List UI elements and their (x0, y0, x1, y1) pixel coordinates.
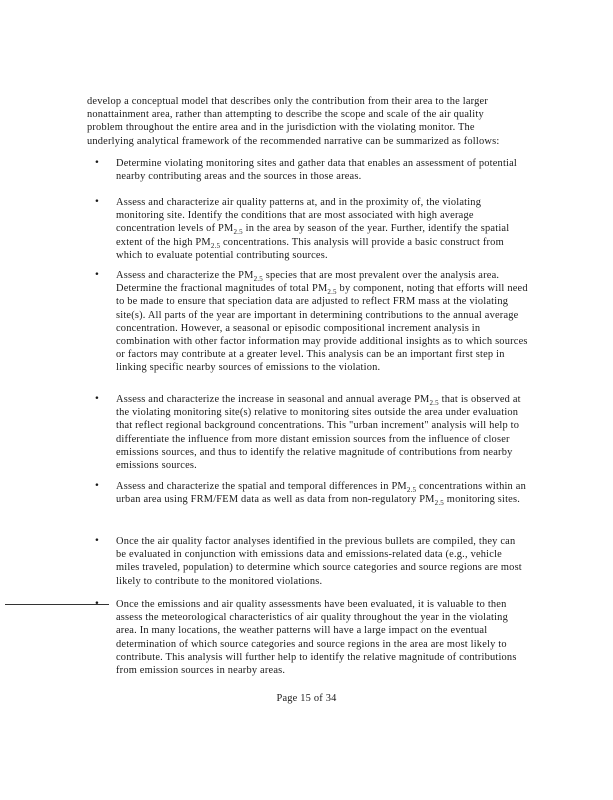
bullet-icon: • (94, 481, 100, 491)
bullet-icon: • (94, 197, 100, 207)
list-item (88, 269, 528, 375)
bullet-icon: • (94, 536, 100, 546)
bullet-text: Assess and characterize air quality patterns at, and in the proximity of, the violating monitoring site. Identify the conditions that are most associated with high average concentration levels of $PM_{2.5}$ in the area by season of the year. Further, identify the spatial extent of the high $PM_{2.5}$ concentrations. This analysis will provide a basic construct from which to evaluate potential contributing sources. (116, 197, 510, 261)
bullet-icon: • (94, 599, 100, 609)
margin-rule (5, 604, 109, 605)
list-item (88, 535, 528, 588)
list-item (88, 598, 528, 677)
bullet-icon: • (94, 394, 100, 404)
list-item (88, 157, 528, 183)
bullet-text: Assess and characterize the increase in seasonal and annual average $PM_{2.5}$ that is observed at the violating monitoring site(s) relative to monitoring sites outside the area under evaluation that reflect regional background concentrations. This "urban increment" analysis will help to differentiate the influence from more distant emission sources from the influence of closer emissions sources, and thus to identify the relative magnitude of contributions from nearby emissions sources. (116, 394, 521, 472)
bullet-text: Assess and characterize the spatial and temporal differences in $PM_{2.5}$ concentrations within an urban area using FRM/FEM data as well as data from non-regulatory $PM_{2.5}$ monitoring sites. (116, 481, 526, 508)
list-item (88, 480, 528, 506)
bullet-icon: • (94, 270, 100, 280)
list-item (88, 196, 528, 262)
page-number: Page 15 of 34 (276, 693, 337, 704)
bullet-text: Once the emissions and air quality assessments have been evaluated, it is valuable to then assess the meteorological characteristics of air quality throughout the year in the violating area. In many locations, the weather patterns will have a large impact on the eventual determination of which source categories and source regions in the area are most likely to contribute. This analysis will further help to identify the relative magnitude of contributions from emission sources in nearby areas. (116, 599, 517, 677)
intro-paragraph: develop a conceptual model that describes only the contribution from their area to the larger nonattainment area, rather than attempting to describe the scope and scale of the air quality problem throughout the entire area and in the jurisdiction with the violating monitor. The underlying analytical framework of the recommended narrative can be summarized as follows: (87, 96, 500, 147)
list-item (88, 393, 528, 472)
bullet-text: Determine violating monitoring sites and gather data that enables an assessment of potential nearby contributing areas and the sources in those areas. (116, 158, 518, 183)
bullet-text: Assess and characterize the $PM_{2.5}$ species that are most prevalent over the analysis area. Determine the fractional magnitudes of total $PM_{2.5}$ by component, noting that efforts will need to be made to ensure that speciation data are adjusted to reflect FRM mass at the violating site(s). All parts of the year are important in determining contributions to the annual average concentration. However, a seasonal or episodic compositional increment analysis in combination with other factor information may provide additional insights as to which sources or factors may contribute at a greater level. This analysis can be an important first step in linking specific nearby sources of emissions to the violation. (116, 270, 528, 374)
bullet-icon: • (94, 158, 100, 168)
bullet-text: Once the air quality factor analyses identified in the previous bullets are compiled, they can be evaluated in conjunction with emissions data and emissions-related data (e.g., vehicle miles traveled, population) to determine which source categories and source regions are most likely to contribute to the monitored violations. (116, 536, 522, 587)
